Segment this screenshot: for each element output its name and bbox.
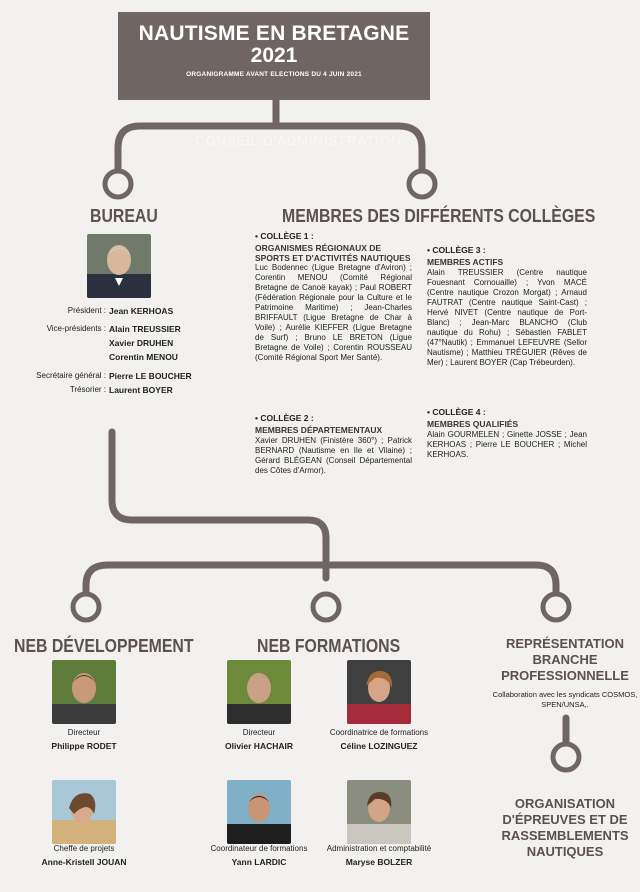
lardic-role: Coordinateur de formations [210,844,308,853]
colleges-node [409,171,435,197]
vice-president-2: Xavier DRUHEN [109,338,174,348]
lozinguez-photo [347,660,411,724]
dev-heading: NEB DÉVELOPPEMENT [14,636,194,656]
representation-note: Collaboration avec les syndicats COSMOS, SPEN/UNSA,. [492,690,638,709]
college-3-members: Alain TREUSSIER (Centre nautique Fouesnant Cornouaille) ; Yvon MACÉ (Centre nautique Crozon Morgat) ; Arnaud FAUTRAT (Centre nautique Saint-Cast) ; Hervé NIVET (Centre nautique de Port-Blanc) ; Jean-Marc BLANCHO (Club nautique du Rohu) ; Sébastien FABLET (47°Nautik) ; Emmanuel LEFEUVRE (Sellor Nautisme) ; Matthieu TRÉGUIER (Rêves de Mer) ; Laurent BOYER (Cap Trébeurden). [427,267,587,367]
colleges-heading: MEMBRES DES DIFFÉRENTS COLLÈGES [282,206,596,226]
page-title: NAUTISME EN BRETAGNE [138,22,410,45]
treasurer-label: Trésorier : [69,385,106,394]
president-label: Président : [67,306,106,315]
president-name: Jean KERHOAS [109,306,174,316]
bolzer-card [319,844,439,867]
hachair-photo [227,660,291,724]
college-2-members: Xavier DRUHEN (Finistère 360°) ; Patrick BERNARD (Nautisme en Ile et Vilaine) ; Gérard BLÉGEAN (Conseil Départemental des Côtes d'Armor). [255,435,412,475]
hachair-name: Olivier HACHAIR [224,741,293,751]
jouan-photo [52,780,116,844]
rodet-photo [52,660,116,724]
rodet-card [24,728,144,751]
college-1-members: Luc Bodennec (Ligue Bretagne d'Aviron) ; Corentin MENOU (Comité Régional Bretagne de Canoë kayak) ; Paul ROBERT (Fédération Régionale pour la Culture et le Patrimoine Maritime) ; Jean-Charles BRIFFAULT (Ligue Bretagne de Char à Voile) ; Aurélie KIEFFER (Ligue Bretagne de Surf) ; Bruno LE BRETON (Ligue Bretagne de Voile) ; Corentin ROUSSEAU (Comité Régional Sport Mer Santé). [255,263,412,362]
hachair-role: Directeur [242,728,276,737]
organisation-heading: ORGANISATION D'ÉPREUVES ET DE RASSEMBLEMENTS NAUTIQUES [501,796,629,859]
formations-node [313,594,339,620]
page-year: 2021 [250,44,298,67]
jouan-role: Cheffe de projets [53,844,115,853]
lardic-name: Yann LARDIC [231,857,287,867]
page-subtitle: ORGANIGRAMME AVANT ELECTIONS DU 4 JUIN 2021 [186,71,362,78]
vice-presidents-label: Vice-présidents : [46,324,106,333]
college-4-title: • COLLÈGE 4 : [427,407,486,417]
representation-node [543,594,569,620]
bolzer-name: Maryse BOLZER [345,857,413,867]
lardic-card [199,844,319,867]
lozinguez-name: Céline LOZINGUEZ [340,741,418,751]
vice-president-3: Corentin MENOU [109,352,178,362]
college-1 [255,231,412,363]
jouan-card [24,844,144,867]
college-3 [427,245,587,368]
college-4-members: Alain GOURMELEN ; Ginette JOSSE ; Jean KERHOAS ; Pierre LE BOUCHER ; Michel KERHOAS. [427,429,587,459]
jouan-name: Anne-Kristell JOUAN [41,857,127,867]
formations-heading: NEB FORMATIONS [257,636,401,656]
title-box [118,12,430,100]
rodet-role: Directeur [67,728,101,737]
college-3-subtitle: MEMBRES ACTIFS [427,257,504,267]
college-2 [255,413,412,476]
representation-heading: REPRÉSENTATION BRANCHE PROFESSIONNELLE [501,636,629,683]
rodet-name: Philippe RODET [51,741,117,751]
organisation-node [553,744,579,770]
president-photo [87,234,151,298]
watermark-text: CONSEIL D'ADMINISTRATION [195,133,402,148]
lardic-photo [227,780,291,844]
college-4 [427,407,587,460]
lozinguez-role: Coordinatrice de formations [329,728,429,737]
dev-node [73,594,99,620]
lozinguez-card [319,728,439,751]
treasurer-name: Laurent BOYER [109,385,173,395]
bolzer-photo [347,780,411,844]
college-2-subtitle: MEMBRES DÉPARTEMENTAUX [255,425,383,435]
college-1-subtitle: ORGANISMES RÉGIONAUX DE SPORTS ET D'ACTIVITÉS NAUTIQUES [255,243,411,263]
hachair-card [199,728,319,751]
bolzer-role: Administration et comptabilité [326,844,432,853]
college-3-title: • COLLÈGE 3 : [427,245,486,255]
vice-president-1: Alain TREUSSIER [109,324,181,334]
bureau-node [105,171,131,197]
college-4-subtitle: MEMBRES QUALIFIÉS [427,419,519,429]
bureau-heading: BUREAU [90,206,158,226]
secretary-label: Secrétaire général : [36,371,106,380]
secretary-name: Pierre LE BOUCHER [109,371,192,381]
college-2-title: • COLLÈGE 2 : [255,413,314,423]
college-1-title: • COLLÈGE 1 : [255,231,314,241]
